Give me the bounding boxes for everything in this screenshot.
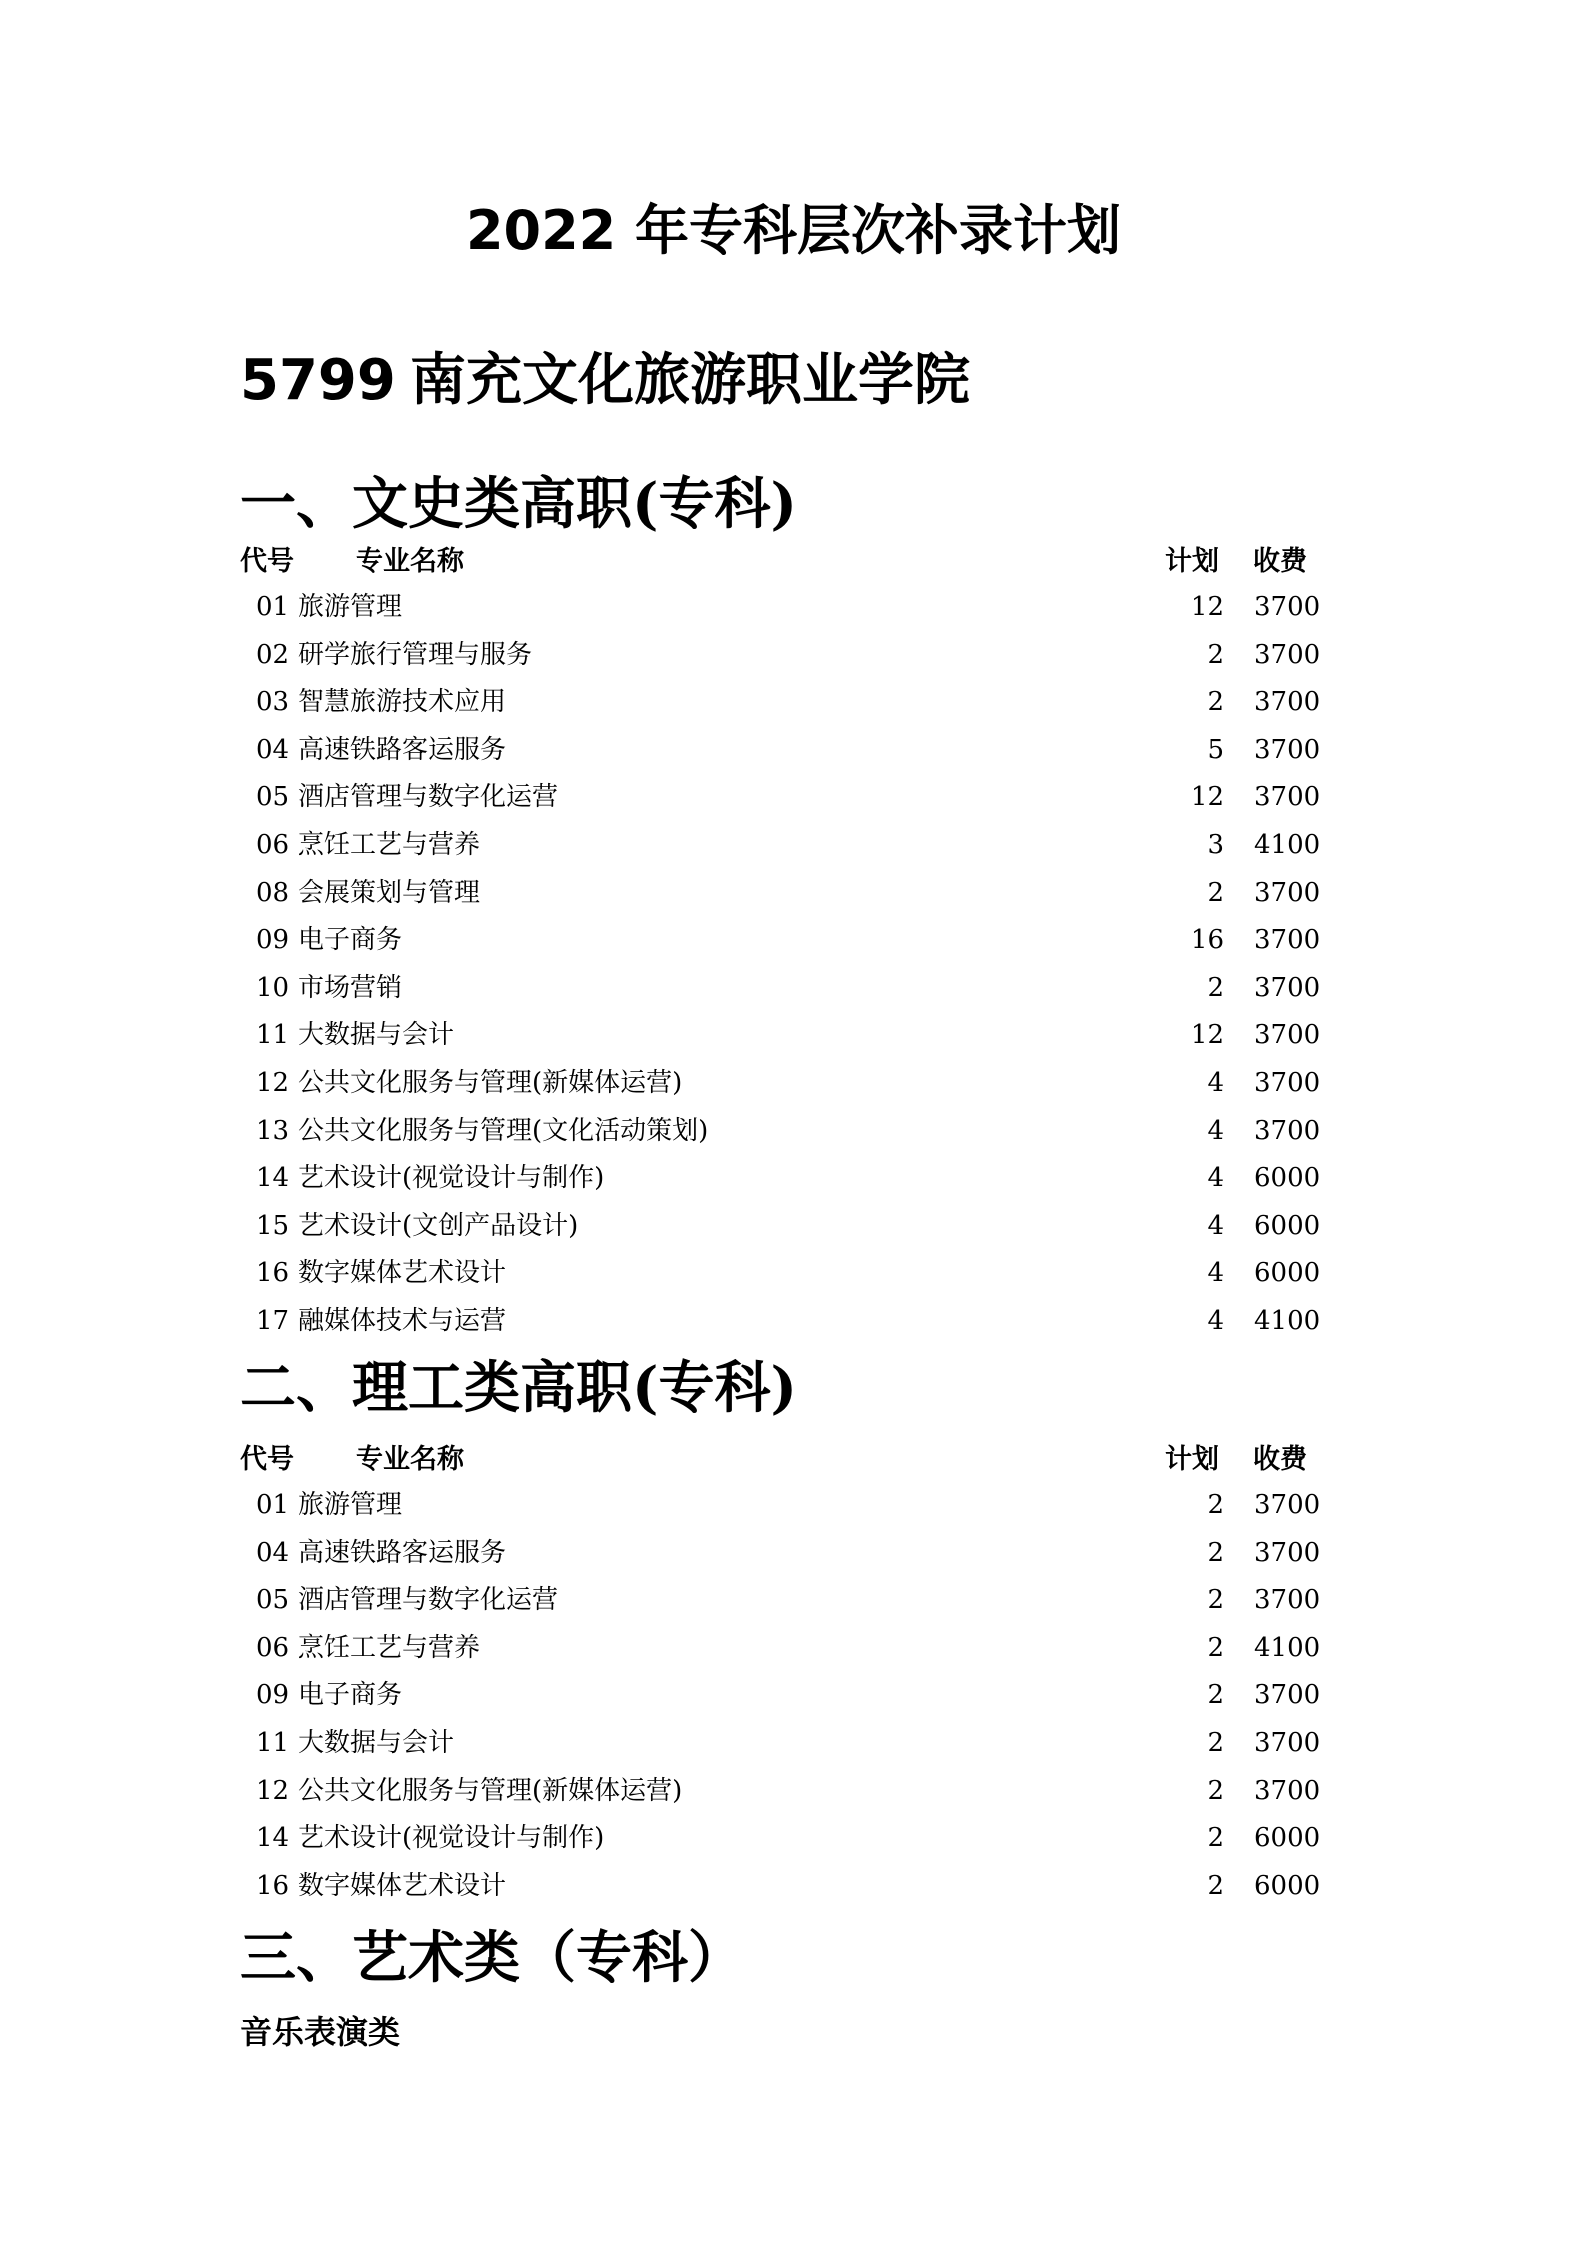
- tuition-fee: 6000: [1254, 1210, 1321, 1241]
- table-row: [240, 1815, 1360, 1863]
- column-header-plan: 计划: [1165, 546, 1219, 577]
- tuition-fee: 6000: [1254, 1823, 1321, 1854]
- plan-count: 2: [1207, 1727, 1224, 1758]
- major-code: 04: [256, 1537, 290, 1568]
- table-row: [240, 1720, 1360, 1768]
- tuition-fee: 3700: [1254, 1490, 1321, 1520]
- plan-count: 4: [1207, 1258, 1224, 1289]
- major-list: [240, 584, 1360, 1346]
- major-name: 公共文化服务与管理(新媒体运营): [298, 1775, 683, 1806]
- major-name: 大数据与会计: [298, 1727, 455, 1758]
- major-name: 电子商务: [298, 1680, 403, 1711]
- major-code: 17: [256, 1305, 290, 1336]
- tuition-fee: 3700: [1254, 925, 1321, 956]
- table-row: [240, 1482, 1360, 1530]
- major-name: 数字媒体艺术设计: [298, 1870, 507, 1901]
- section-title: 二、理工类高职(专科): [240, 1355, 797, 1421]
- major-name: 旅游管理: [298, 1490, 403, 1520]
- table-row: [240, 1203, 1360, 1251]
- subcategory-label: 音乐表演类: [240, 2013, 401, 2051]
- major-list: [240, 1482, 1360, 1910]
- table-row: [240, 774, 1360, 822]
- tuition-fee: 4100: [1254, 829, 1321, 860]
- tuition-fee: 3700: [1254, 592, 1321, 622]
- plan-count: 16: [1190, 925, 1224, 956]
- tuition-fee: 3700: [1254, 639, 1321, 670]
- tuition-fee: 3700: [1254, 782, 1321, 813]
- major-name: 艺术设计(视觉设计与制作): [298, 1823, 605, 1854]
- plan-count: 12: [1190, 782, 1224, 813]
- plan-count: 2: [1207, 687, 1224, 718]
- major-name: 电子商务: [298, 925, 403, 956]
- plan-count: 12: [1190, 1020, 1224, 1051]
- tuition-fee: 3700: [1254, 1727, 1321, 1758]
- tuition-fee: 3700: [1254, 1585, 1321, 1616]
- table-row: [240, 1250, 1360, 1298]
- table-row: [240, 1625, 1360, 1673]
- major-code: 06: [256, 1632, 290, 1663]
- plan-count: 4: [1207, 1067, 1224, 1098]
- major-name: 艺术设计(视觉设计与制作): [298, 1163, 605, 1194]
- major-name: 酒店管理与数字化运营: [298, 1585, 559, 1616]
- major-code: 12: [256, 1775, 290, 1806]
- major-name: 研学旅行管理与服务: [298, 639, 533, 670]
- major-code: 03: [256, 687, 290, 718]
- major-code: 16: [256, 1258, 290, 1289]
- table-row: [240, 1768, 1360, 1816]
- column-header-row: [240, 1438, 1360, 1482]
- table-row: [240, 632, 1360, 680]
- table-row: [240, 1060, 1360, 1108]
- section-liberal-arts: [240, 468, 1360, 1346]
- table-row: [240, 1863, 1360, 1911]
- table-row: [240, 1108, 1360, 1156]
- major-name: 烹饪工艺与营养: [298, 1632, 481, 1663]
- column-header-code: 代号: [240, 1444, 294, 1475]
- tuition-fee: 3700: [1254, 877, 1321, 908]
- plan-count: 2: [1207, 1870, 1224, 1901]
- major-code: 12: [256, 1067, 290, 1098]
- school-heading: [240, 345, 970, 417]
- table-row: [240, 822, 1360, 870]
- major-code: 06: [256, 829, 290, 860]
- major-code: 10: [256, 972, 290, 1003]
- tuition-fee: 6000: [1254, 1258, 1321, 1289]
- table-row: [240, 1012, 1360, 1060]
- major-name: 智慧旅游技术应用: [298, 687, 507, 718]
- major-code: 09: [256, 1680, 290, 1711]
- tuition-fee: 3700: [1254, 1020, 1321, 1051]
- plan-count: 2: [1207, 972, 1224, 1003]
- tuition-fee: 3700: [1254, 1115, 1321, 1146]
- major-code: 05: [256, 1585, 290, 1616]
- plan-count: 2: [1207, 1632, 1224, 1663]
- major-name: 艺术设计(文创产品设计): [298, 1210, 579, 1241]
- major-code: 08: [256, 877, 290, 908]
- major-name: 公共文化服务与管理(新媒体运营): [298, 1067, 683, 1098]
- table-row: [240, 917, 1360, 965]
- table-row: [240, 1298, 1360, 1346]
- plan-count: 2: [1207, 1585, 1224, 1616]
- column-header-fee: 收费: [1253, 546, 1307, 577]
- school-code: 5799: [240, 348, 396, 413]
- major-code: 11: [256, 1727, 290, 1758]
- major-name: 旅游管理: [298, 592, 403, 622]
- plan-count: 5: [1207, 734, 1224, 765]
- table-row: [240, 1577, 1360, 1625]
- column-header-fee: 收费: [1253, 1444, 1307, 1475]
- tuition-fee: 4100: [1254, 1305, 1321, 1336]
- plan-count: 2: [1207, 1823, 1224, 1854]
- section-science-engineering: [240, 1352, 1360, 1910]
- table-row: [240, 1530, 1360, 1578]
- tuition-fee: 3700: [1254, 734, 1321, 765]
- major-name: 市场营销: [298, 972, 403, 1003]
- table-row: [240, 584, 1360, 632]
- tuition-fee: 3700: [1254, 687, 1321, 718]
- major-code: 05: [256, 782, 290, 813]
- major-code: 16: [256, 1870, 290, 1901]
- tuition-fee: 3700: [1254, 1775, 1321, 1806]
- plan-count: 2: [1207, 1537, 1224, 1568]
- major-name: 公共文化服务与管理(文化活动策划): [298, 1115, 709, 1146]
- tuition-fee: 6000: [1254, 1870, 1321, 1901]
- plan-count: 2: [1207, 1680, 1224, 1711]
- tuition-fee: 3700: [1254, 1537, 1321, 1568]
- column-header-row: [240, 540, 1360, 584]
- table-row: [240, 870, 1360, 918]
- school-name: 南充文化旅游职业学院: [410, 348, 970, 413]
- major-code: 02: [256, 639, 290, 670]
- major-name: 高速铁路客运服务: [298, 734, 507, 765]
- column-header-name: 专业名称: [356, 1444, 464, 1475]
- major-code: 15: [256, 1210, 290, 1241]
- major-code: 09: [256, 925, 290, 956]
- major-code: 04: [256, 734, 290, 765]
- plan-count: 2: [1207, 877, 1224, 908]
- major-code: 13: [256, 1115, 290, 1146]
- column-header-plan: 计划: [1165, 1444, 1219, 1475]
- table-row: [240, 965, 1360, 1013]
- major-name: 数字媒体艺术设计: [298, 1258, 507, 1289]
- table-row: [240, 1672, 1360, 1720]
- major-code: 14: [256, 1163, 290, 1194]
- tuition-fee: 4100: [1254, 1632, 1321, 1663]
- plan-count: 2: [1207, 639, 1224, 670]
- major-code: 14: [256, 1823, 290, 1854]
- plan-count: 2: [1207, 1775, 1224, 1806]
- plan-count: 12: [1190, 592, 1224, 622]
- tuition-fee: 6000: [1254, 1163, 1321, 1194]
- plan-count: 2: [1207, 1490, 1224, 1520]
- section-arts: [240, 1922, 1360, 2056]
- major-code: 11: [256, 1020, 290, 1051]
- section-title: 三、艺术类（专科）: [240, 1925, 744, 1991]
- plan-count: 4: [1207, 1305, 1224, 1336]
- tuition-fee: 3700: [1254, 1680, 1321, 1711]
- plan-count: 4: [1207, 1210, 1224, 1241]
- major-name: 融媒体技术与运营: [298, 1305, 507, 1336]
- column-header-name: 专业名称: [356, 546, 464, 577]
- document-title: 2022 年专科层次补录计划: [465, 199, 1122, 262]
- section-title: 一、文史类高职(专科): [240, 471, 797, 537]
- major-name: 高速铁路客运服务: [298, 1537, 507, 1568]
- tuition-fee: 3700: [1254, 1067, 1321, 1098]
- tuition-fee: 3700: [1254, 972, 1321, 1003]
- major-code: 01: [256, 1490, 290, 1520]
- table-row: [240, 679, 1360, 727]
- major-name: 大数据与会计: [298, 1020, 455, 1051]
- plan-count: 4: [1207, 1115, 1224, 1146]
- table-row: [240, 1155, 1360, 1203]
- plan-count: 4: [1207, 1163, 1224, 1194]
- major-name: 烹饪工艺与营养: [298, 829, 481, 860]
- column-header-code: 代号: [240, 546, 294, 577]
- major-code: 01: [256, 592, 290, 622]
- plan-count: 3: [1207, 829, 1224, 860]
- major-name: 会展策划与管理: [298, 877, 481, 908]
- major-name: 酒店管理与数字化运营: [298, 782, 559, 813]
- table-row: [240, 727, 1360, 775]
